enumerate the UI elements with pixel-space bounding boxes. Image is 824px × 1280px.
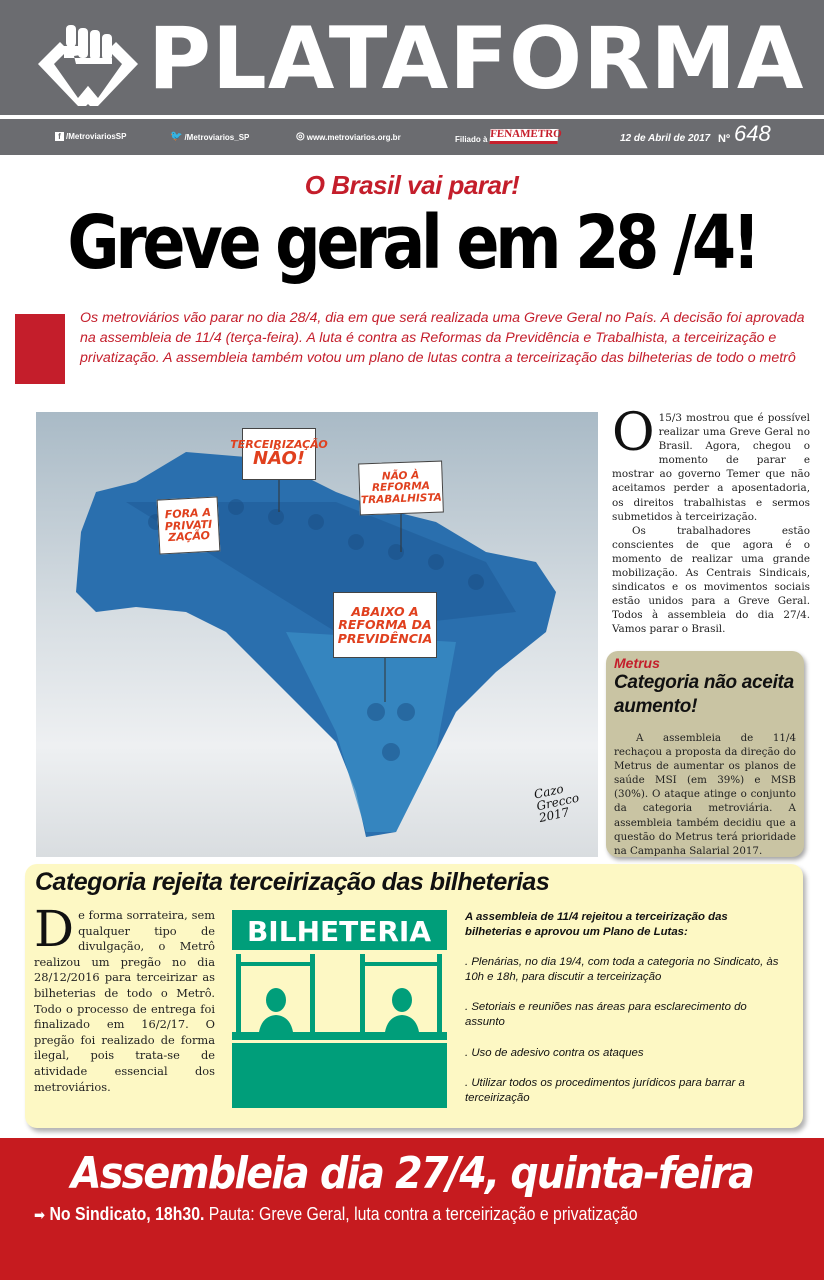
bilheterias-section — [25, 864, 803, 1128]
publication-title: PLATAFORMA — [148, 9, 805, 109]
sign-text: TERCEIRIZAÇÃO — [230, 437, 328, 451]
article-paragraph-1: 15/3 mostrou que é possível realizar uma Greve Geral no Brasil. Agora, chegou o momento de parar e mostrar ao governo Temer que não aceitamos perder a aposentadoria, os direitos trabalhistas e sermos submetidos à terceirização. — [612, 412, 810, 523]
list-item: . Setoriais e reuniões nas áreas para esclarecimento do assunto — [465, 1001, 747, 1029]
facebook-icon: f — [55, 132, 64, 141]
article-paragraph-2: Os trabalhadores estão conscientes de que agora é o momento de realizar uma grande mobilização. As Centrais Sindicais, sindicatos e os movimentos sociais estão unidos para a Greve Geral. Todos à assembleia do dia 27/4. Vamos parar o Brasil. — [612, 524, 810, 636]
sign-text: NÃO! — [253, 448, 305, 470]
raised-fist-logo-icon — [38, 20, 138, 106]
ticket-agent-right — [385, 988, 419, 1032]
main-headline: Greve geral em 28 /4! — [67, 200, 757, 286]
ticket-agent-left — [259, 988, 293, 1032]
assembly-title: Assembleia dia 27/4, quinta-feira — [70, 1148, 754, 1199]
facebook-handle: /MetroviariosSP — [66, 132, 127, 141]
kicker: O Brasil vai parar! — [304, 170, 520, 200]
arrow-right-icon: ➡ — [34, 1207, 46, 1224]
metrus-sidebar — [606, 651, 804, 857]
fenametro-logo: FENAMETRO — [489, 129, 558, 144]
issue-number-label: Nº — [718, 133, 730, 145]
brazil-crowd-illustration — [36, 412, 598, 857]
sign-privatizacao: FORA A PRIVATI ZAÇÃO — [157, 496, 221, 554]
twitter-handle: /Metroviarios_SP — [184, 132, 250, 142]
bilheterias-paragraph: e forma sorrateira, sem qualquer tipo de divulgação, o Metrô realizou um pregão no dia 28/12/2016 para terceirizar as bilheterias de todo o Metrô. Todo o processo de entrega foi finalizado em 16/2/17. O pregão foi realizado de forma ilegal, pois trata-se de atividade essencial dos metroviários. — [34, 908, 215, 1094]
ticket-booth-illustration — [232, 910, 447, 1108]
bilheterias-title: Categoria rejeita terceirização das bilheterias — [35, 868, 550, 896]
lead-paragraph: Os metroviários vão parar no dia 28/4, dia em que será realizada uma Greve Geral no País. A decisão foi aprovada na assembleia de 11/4 (terça-feira). A luta é contra as Reformas da Previdência e Trabalhista, a terceirização e privatização. A assembleia também votou um plano de lutas contra a terceirização das bilheterias de todo o metrô — [80, 310, 805, 366]
issue-date: 12 de Abril de 2017 — [620, 133, 711, 144]
assembly-agenda: Pauta: Greve Geral, luta contra a terceirização e privatização — [204, 1204, 638, 1224]
booth-sign-text: BILHETERIA — [246, 915, 432, 948]
sign-reforma-trabalhista: NÃO À REFORMA TRABALHISTA — [358, 461, 444, 516]
metrus-body: A assembleia de 11/4 rechaçou a proposta da direção do Metrus de aumentar os planos de saúde MSI (em 39%) e MSB (30%). O ataque atinge o conjunto da categoria metroviária. A assembleia também decidiu que a questão do Metrus terá prioridade na Campanha Salarial 2017. — [614, 732, 796, 857]
sign-terceirizacao — [230, 428, 328, 480]
facebook-link[interactable] — [55, 132, 126, 141]
list-item: . Uso de adesivo contra os ataques — [465, 1046, 644, 1059]
list-item: . Utilizar todos os procedimentos jurídicos para barrar a terceirização — [465, 1077, 745, 1105]
assembly-details — [34, 1204, 638, 1225]
sign-reforma-previdencia: ABAIXO A REFORMA DA PREVIDÊNCIA — [333, 592, 437, 658]
affiliated-text: Filiado à — [455, 135, 488, 144]
website-link[interactable] — [296, 132, 401, 142]
globe-icon: ◎ — [296, 131, 305, 142]
list-item: . Plenárias, no dia 19/4, com toda a categoria no Sindicato, às 10h e 18h, para discutir a terceirização — [465, 955, 779, 983]
assembly-banner — [0, 1138, 824, 1280]
issue-number: 648 — [734, 121, 771, 146]
main-article — [612, 403, 810, 637]
assembly-location: No Sindicato, 18h30. — [49, 1204, 205, 1224]
twitter-icon: 🐦 — [170, 131, 183, 142]
website-url: www.metroviarios.org.br — [306, 132, 401, 142]
bilheterias-article — [34, 900, 215, 1095]
twitter-link[interactable] — [170, 132, 249, 142]
masthead — [0, 0, 824, 115]
metrus-title: Categoria não aceita aumento! — [614, 672, 794, 717]
list-intro: A assembleia de 11/4 rejeitou a terceirização das bilheterias e aprovou um Plano de Lutas: — [465, 911, 728, 939]
cartoonist-signature: Cazo Grecco 2017 — [532, 781, 581, 826]
dropcap: D — [34, 900, 75, 958]
metrus-tag: Metrus — [614, 655, 660, 671]
lead-accent-block — [15, 314, 65, 384]
info-bar — [0, 119, 824, 155]
plano-de-lutas-list — [465, 910, 785, 1122]
affiliation-label — [455, 135, 487, 144]
editorial-cartoon — [36, 412, 598, 857]
dropcap: O — [612, 403, 655, 463]
